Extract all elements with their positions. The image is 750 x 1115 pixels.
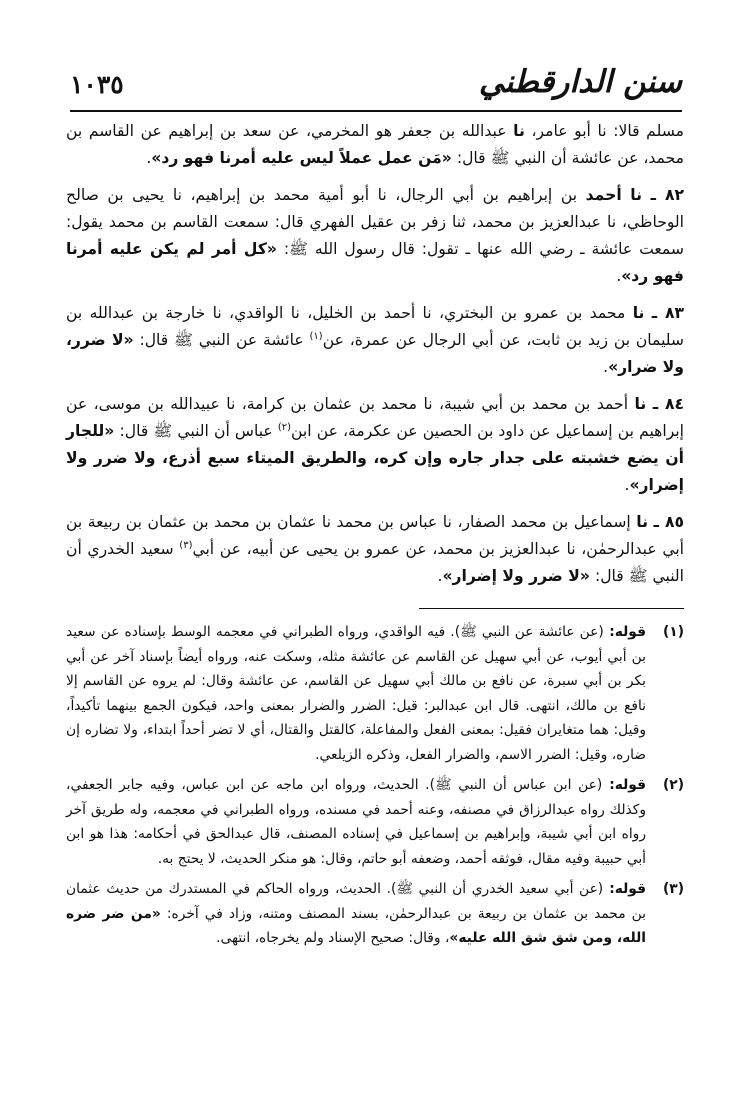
text-run: محمد بن عمرو بن البختري، نا أحمد بن الخليل، نا الواقدي، نا خارجة بن عبدالله بن سليمان بن زيد بن ثابت، عن أبي الرجال عن عمرة، عن xyxy=(66,304,684,349)
bold-text: «لا ضرر ولا إضرار» xyxy=(442,567,590,585)
page-header xyxy=(70,62,682,112)
text-run: عائشة عن النبي ﷺ قال: xyxy=(133,331,310,349)
bold-text: أحمد xyxy=(585,186,622,204)
text-run: إسماعيل بن محمد الصفار، نا عباس بن محمد نا عثمان بن محمد بن عثمان بن ربيعة بن أبي عبدالرحمٰن، نا عبدالعزيز بن محمد، عن عمرو بن يحيى عن أبيه، عن أبي xyxy=(66,513,684,558)
footnote-number: (٢) xyxy=(662,777,684,793)
bold-text: نا xyxy=(636,513,649,531)
hadith-number: ٨٥ ـ xyxy=(653,513,684,531)
text-run: (عن عائشة عن النبي ﷺ) xyxy=(454,624,604,640)
text-run: . xyxy=(146,149,152,167)
hadith-number: ٨٤ ـ xyxy=(652,395,684,413)
bold-text: نا xyxy=(513,122,525,140)
text-run xyxy=(642,186,651,204)
text-run: . xyxy=(437,567,443,585)
text-run: . الحديث، ورواه الحاكم في المستدرك من حديث عثمان بن محمد بن عثمان بن ربيعة بن عبدالرحمٰن، بسند المصنف ومتنه، وزاد في آخره: xyxy=(66,881,646,922)
hadith-paragraph xyxy=(66,509,684,590)
hadith-paragraph xyxy=(66,391,684,499)
text-run: . xyxy=(624,476,630,494)
bold-text: قوله: xyxy=(602,777,646,793)
header-rule xyxy=(70,110,682,112)
footnote xyxy=(66,620,684,767)
bold-text: «كل أمر لم يكن عليه أمرنا فهو رد» xyxy=(66,240,684,285)
text-run: بن إبراهيم بن أبي الرجال، نا أبو أمية محمد بن إبراهيم، نا يحيى بن صالح الوحاظي، نا عبدالعزيز بن محمد، ثنا زفر بن عقيل الفهري قال: سمعت القاسم بن محمد يقول: سمعت عائشة ـ رضي الله عنها ـ تقول: قال رسول الله ﷺ: xyxy=(66,186,685,258)
bold-text: نا xyxy=(634,395,647,413)
bold-text: «مَن عمل عملاً ليس عليه أمرنا فهو رد» xyxy=(151,149,452,167)
main-text xyxy=(66,118,684,600)
hadith-paragraph xyxy=(66,182,684,290)
footnote xyxy=(66,877,684,951)
page-number: ١٠٣٥ xyxy=(70,70,124,99)
text-run: أحمد بن محمد بن أبي شيبة، نا محمد بن عثمان بن كرامة، نا عبيدالله بن موسى، عن إبراهيم بن إسماعيل عن داود بن الحصين عن عكرمة، عن ابن xyxy=(66,395,684,440)
bold-text: قوله: xyxy=(603,624,646,640)
footnote-number: (٣) xyxy=(662,881,684,897)
bold-text: قوله: xyxy=(603,881,646,897)
footnote-marker: (٢) xyxy=(277,421,292,433)
text-run: . الحديث، ورواه ابن ماجه عن ابن عباس، وفيه جابر الجعفي، وكذلك رواه عبدالرزاق في مصنفه، وعنه أحمد في مسنده، ورواه الطبراني في معجمه، وله طريق آخر رواه ابن أبي شيبة، وإبراهيم بن إسماعيل في إسناده المصنف، قال عبدالحق في أحكامه: هذا هو ابن أبي حبيبة وفيه مقال، فوثقه أحمد، وضعفه أبو حاتم، وقال: هو منكر الحديث، لا يحتج به. xyxy=(66,777,646,867)
text-run: سعيد الخدري أن النبي ﷺ قال: xyxy=(66,540,684,585)
footnote-marker: (٣) xyxy=(179,539,193,551)
footnote-marker: (١) xyxy=(309,330,323,342)
text-run: . xyxy=(603,358,609,376)
hadith-paragraph xyxy=(66,300,684,381)
text-run: (عن ابن عباس أن النبي ﷺ) xyxy=(429,777,603,793)
hadith-number: ٨٣ ـ xyxy=(651,304,685,322)
text-run: . فيه الواقدي، ورواه الطبراني في معجمه الوسط بإسناده عن سعيد بن أبي أيوب، عن أبي سهيل عن القاسم عن عائشة مثله، وسكت عنه، ورواه أيضاً بإسناد آخر عن أبي بكر بن أبي سبرة، عن نافع بن مالك أبي سهيل عن القاسم، عن عائشة وقال: لم يروه عن القاسم إلا نافع بن مالك، انتهى. قال ابن عبدالبر: قيل: الضرر والضرار بمعنى واحد، فيكون الجمع بينهما تأكيداً، وقيل: هما متغايران فقيل: بمعنى الفعل والمفاعلة، كالقتل والقتال، أي لا تضر أحداً ابتداء، ولا تضاره إن ضاره، وقيل: الضرر الاسم، والضرار الفعل، وذكره الزيلعي. xyxy=(66,624,646,763)
footnote xyxy=(66,773,684,871)
text-run: مسلم قالا: نا أبو عامر، xyxy=(524,122,684,140)
text-run xyxy=(622,186,631,204)
text-run: عباس أن النبي ﷺ قال: xyxy=(114,422,278,440)
bold-text: «لا ضرر، ولا ضرار» xyxy=(66,331,684,376)
bold-text: نا xyxy=(632,304,645,322)
book-title: سنن الدارقطني xyxy=(478,64,682,100)
text-run xyxy=(644,304,651,322)
text-run: ، وقال: صحيح الإسناد ولم يخرجاه، انتهى. xyxy=(216,930,450,946)
text-run: . xyxy=(616,267,622,285)
footnotes xyxy=(66,620,684,957)
footnote-number: (١) xyxy=(662,624,684,640)
text-run: عبدالله بن جعفر هو المخرمي، عن سعد بن إبراهيم عن القاسم بن محمد، عن عائشة أن النبي ﷺ قال: xyxy=(66,122,684,167)
bold-text: نا xyxy=(630,186,642,204)
hadith-paragraph xyxy=(66,118,684,172)
text-run: (عن أبي سعيد الخدري أن النبي ﷺ) xyxy=(390,881,604,897)
bold-text: «للجار أن يضع خشبته على جدار جاره وإن كره، والطريق الميتاء سبع أذرع، ولا ضرر ولا إضرار» xyxy=(66,422,684,494)
bold-text: «من ضر ضره الله، ومن شق شق الله عليه» xyxy=(66,905,646,946)
footnote-separator xyxy=(419,608,684,609)
hadith-number: ٨٢ ـ xyxy=(650,186,684,204)
